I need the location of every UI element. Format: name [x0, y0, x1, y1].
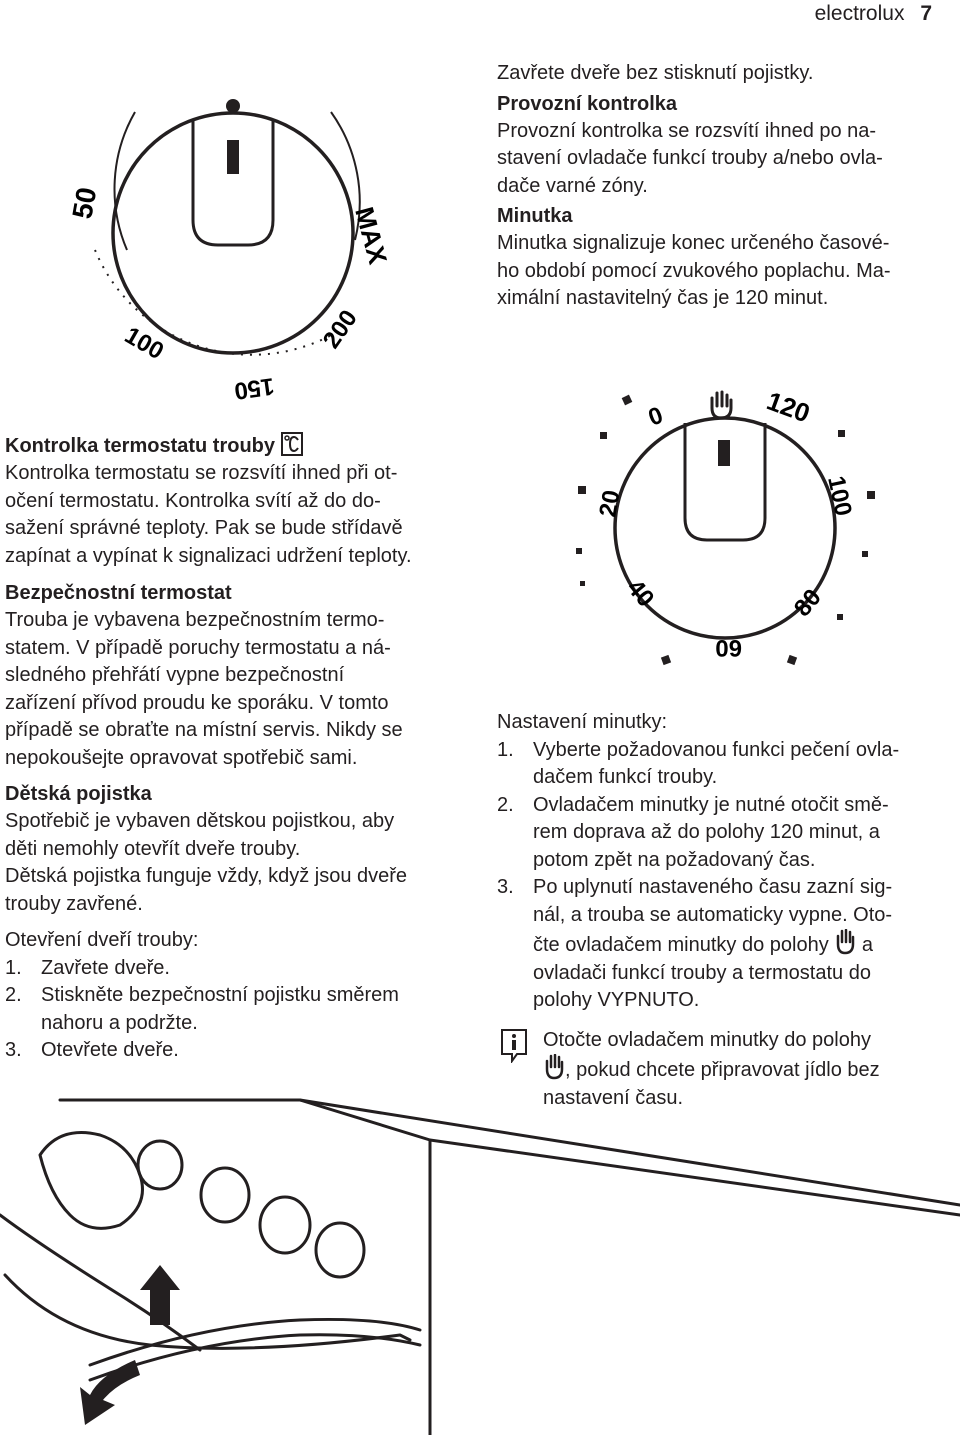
- timer-label-40: 40: [621, 574, 660, 613]
- timer-steps-list: [497, 737, 957, 1015]
- provozni-heading: Provozní kontrolka: [497, 92, 678, 115]
- list-item: 2. Stiskněte bezpečnostní pojistku směrem nahoru a podržte.: [5, 984, 399, 1034]
- minutka-line: ho období pomocí zvukového poplachu. Ma-: [497, 259, 891, 282]
- timer-label-0: 0: [644, 401, 667, 432]
- up-arrow-icon: [140, 1265, 180, 1325]
- oven-door-illustration: [0, 1095, 960, 1435]
- thermostat-indicator-icon: [281, 432, 303, 456]
- detska-line: děti nemohly otevřít dveře trouby.: [5, 837, 301, 860]
- page-header: [815, 2, 932, 26]
- list-item: 3. Otevřete dveře.: [5, 1039, 179, 1061]
- hand-icon: [543, 1054, 565, 1080]
- off-dot-icon: [226, 99, 240, 113]
- detska-line: trouby zavřené.: [5, 892, 143, 915]
- detska-line: Spotřebič je vybaven dětskou pojistkou, aby: [5, 810, 395, 832]
- provozni-line: Provozní kontrolka se rozsvítí ihned po na-: [497, 119, 877, 142]
- provozni-line: stavení ovladače funkcí trouby a/nebo ovla-: [497, 147, 883, 169]
- minutka-heading: Minutka: [497, 205, 573, 227]
- close-door-text: Zavřete dveře bez stisknutí pojistky.: [497, 62, 814, 84]
- dial-label-max: MAX: [349, 203, 394, 268]
- info-line: , pokud chcete připravovat jídlo bez: [543, 1054, 957, 1085]
- dial-label-100: 100: [120, 321, 169, 366]
- info-line: Otočte ovladačem minutky do polohy: [543, 1028, 871, 1051]
- dial-label-50: 50: [66, 184, 103, 222]
- door-steps-list: [5, 955, 475, 1065]
- kontrolka-heading: Kontrolka termostatu trouby: [5, 432, 475, 460]
- knob-pointer-mark: [227, 140, 239, 174]
- left-column: [5, 432, 475, 1065]
- thermostat-knob-grip: [193, 120, 273, 245]
- bezp-line: Trouba je vybavena bezpečnostním termo-: [5, 609, 385, 631]
- brand-name: electrolux: [814, 2, 905, 25]
- oven-door-top: [5, 1275, 410, 1348]
- timer-label-120: 120: [762, 385, 814, 429]
- list-item: 1. Zavřete dveře.: [5, 956, 170, 979]
- info-icon: [499, 1029, 529, 1063]
- minutka-line: ximální nastavitelný čas je 120 minut.: [497, 287, 829, 309]
- bezp-line: sledného přehřátí vypne bezpečnostní: [5, 664, 345, 686]
- list-item: 3. Po uplynutí nastaveného času zazní sig- nál, a trouba se automaticky vypne. Oto- čte ovladačem minutky do polohy a ovladači funkcí trouby a termostatu do polohy VYPNUTO.: [497, 876, 893, 1011]
- bezp-line: případě se obraťte na místní servis. Nikdy se: [5, 719, 403, 741]
- right-bottom-section: [497, 709, 957, 1112]
- kontrolka-line: Kontrolka termostatu se rozsvítí ihned při ot-: [5, 462, 398, 484]
- page-number: 7: [920, 2, 932, 25]
- provozni-line: dače varné zóny.: [497, 174, 648, 197]
- list-item: 2. Ovladačem minutky je nutné otočit smě- rem doprava až do polohy 120 minut, a potom zpět na požadovaný čas.: [497, 793, 889, 871]
- detska-heading: Dětská pojistka: [5, 783, 152, 805]
- timer-pointer-mark: [718, 440, 730, 466]
- nastaveni-heading: Nastavení minutky:: [497, 711, 668, 733]
- otevreni-heading: Otevření dveří trouby:: [5, 929, 199, 951]
- dial-label-150: 150: [232, 372, 276, 405]
- hand-icon: [712, 392, 731, 418]
- list-item: 1. Vyberte požadovanou funkci pečení ovla- dačem funkcí trouby.: [497, 738, 900, 788]
- timer-dial-illustration: [560, 378, 890, 678]
- thermostat-dial-illustration: [55, 70, 400, 405]
- info-line: nastavení času.: [543, 1086, 684, 1109]
- dial-label-200: 200: [317, 305, 363, 354]
- right-top-section: [497, 60, 955, 313]
- timer-label-60: 60: [715, 634, 742, 661]
- bezp-heading: Bezpečnostní termostat: [5, 582, 232, 604]
- control-knobs: [138, 1141, 364, 1277]
- kontrolka-line: zapínat a vypínat k signalizaci udržení teploty.: [5, 544, 412, 567]
- bezp-line: nepokoušejte opravovat spotřebič sami.: [5, 746, 358, 769]
- bezp-line: statem. V případě poruchy termostatu a ná-: [5, 636, 391, 659]
- timer-label-100: 100: [822, 473, 857, 519]
- bezp-line: zařízení přívod proudu ke sporáku. V tomto: [5, 691, 389, 714]
- oven-side-edge: [300, 1100, 430, 1435]
- minutka-line: Minutka signalizuje konec určeného časové-: [497, 232, 890, 254]
- timer-label-80: 80: [788, 584, 827, 622]
- kontrolka-line: sažení správné teploty. Pak se bude střídavě: [5, 517, 403, 539]
- kontrolka-line: očení termostatu. Kontrolka svítí až do do-: [5, 489, 381, 512]
- timer-label-20: 20: [594, 488, 626, 520]
- open-arrow-icon: [80, 1360, 140, 1425]
- detska-line: Dětská pojistka funguje vždy, když jsou dveře: [5, 865, 408, 887]
- hand-icon: [834, 929, 856, 955]
- hand-shape: [40, 1133, 143, 1229]
